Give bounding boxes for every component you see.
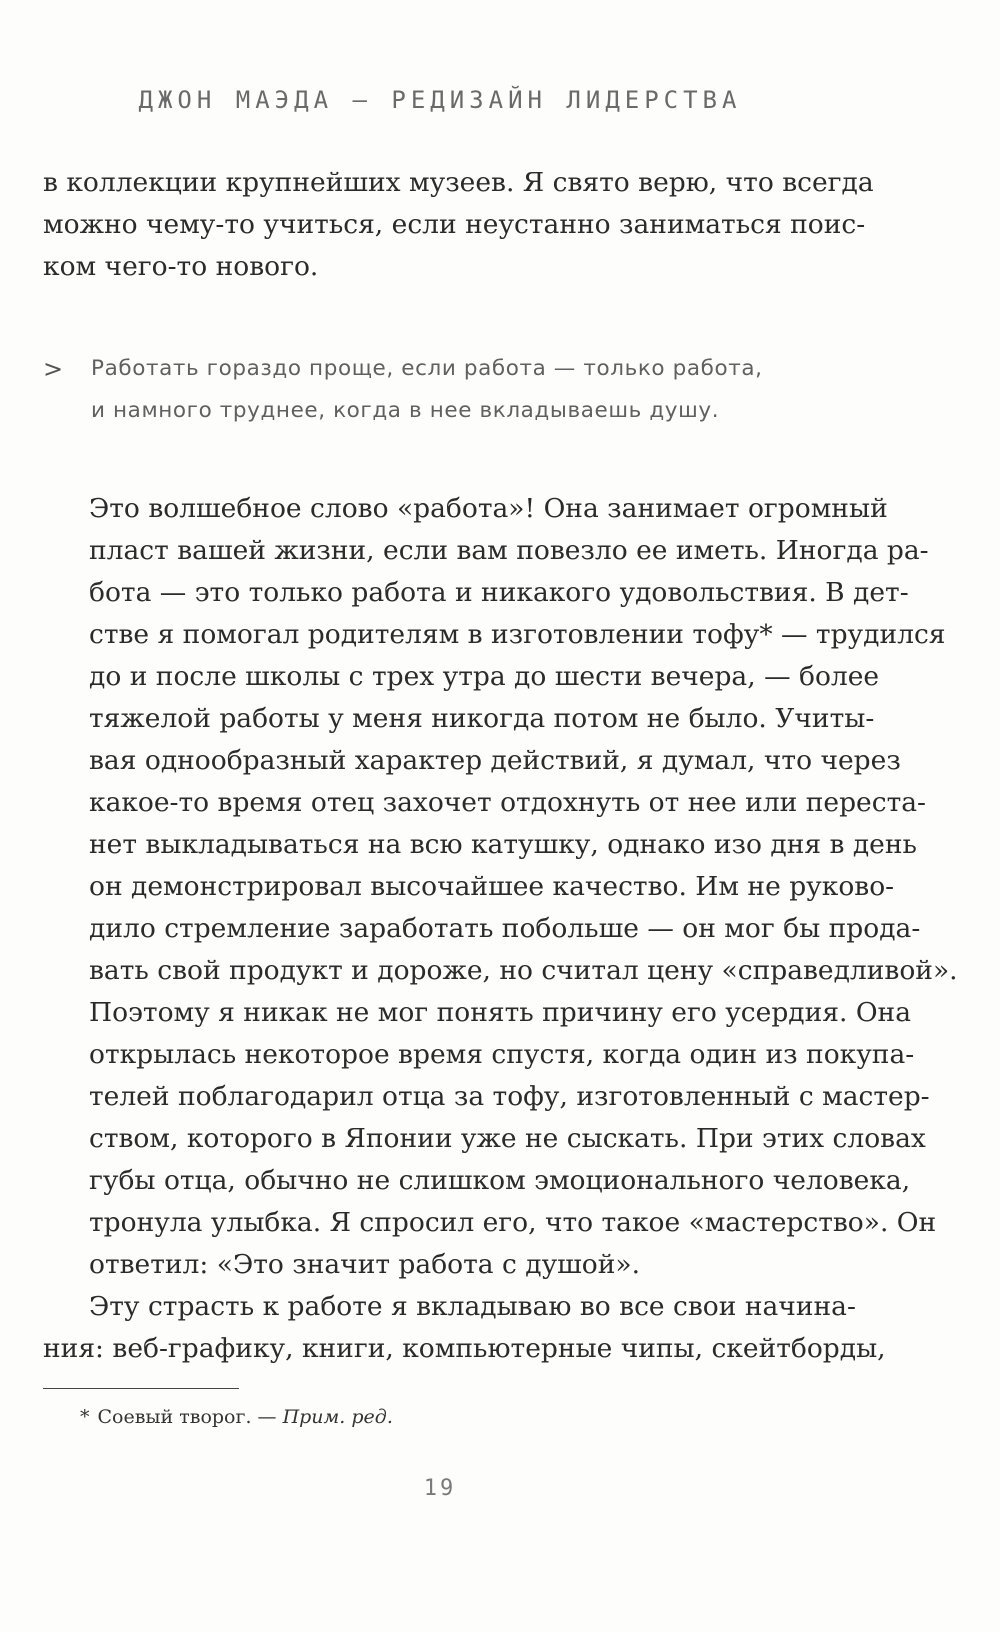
text-line: можно чему-то учиться, если неустанно заниматься поис- (43, 209, 866, 240)
running-title: ДЖОН МАЭДА — РЕДИЗАЙН ЛИДЕРСТВА (138, 86, 742, 114)
text-line: тяжелой работы у меня никогда потом не было. Учиты- (89, 703, 875, 734)
quote-line: Работать гораздо проще, если работа — только работа, (91, 356, 763, 381)
text-line: тронула улыбка. Я спросил его, что такое «мастерство». Он (89, 1207, 937, 1238)
text-line: Это волшебное слово «работа»! Она занимает огромный (89, 493, 888, 524)
text-line: дило стремление заработать побольше — он мог бы прода- (89, 913, 921, 944)
text-line: до и после школы с трех утра до шести вечера, — более (89, 661, 880, 692)
text-line: телей поблагодарил отца за тофу, изготовленный с мастер- (89, 1081, 930, 1112)
footnote-text: Соевый творог. — (97, 1406, 277, 1428)
text-line: какое-то время отец захочет отдохнуть от нее или переста- (89, 787, 926, 818)
text-line: ния: веб-графику, книги, компьютерные чипы, скейтборды, (43, 1333, 886, 1364)
text-line: губы отца, обычно не слишком эмоционального человека, (89, 1165, 911, 1196)
text-line: ответил: «Это значит работа с душой». (89, 1249, 641, 1280)
text-line: Эту страсть к работе я вкладываю во все свои начина- (89, 1291, 856, 1322)
paragraph (43, 1286, 886, 1370)
main-text (43, 488, 958, 1370)
quote-marker-icon: > (43, 355, 64, 383)
text-line: Поэтому я никак не мог понять причину его усердия. Она (89, 997, 912, 1028)
text-line: пласт вашей жизни, если вам повезло ее иметь. Иногда ра- (89, 535, 929, 566)
text-line: в коллекции крупнейших музеев. Я свято верю, что всегда (43, 167, 874, 198)
footnote (80, 1406, 393, 1428)
continued-paragraph (43, 162, 874, 288)
text-line: открылась некоторое время спустя, когда один из покупа- (89, 1039, 915, 1070)
text-line: вать свой продукт и дороже, но считал цену «справедливой». (89, 955, 958, 986)
text-line: стве я помогал родителям в изготовлении тофу* — трудился (89, 619, 946, 650)
footnote-divider (43, 1388, 239, 1389)
paragraph (43, 488, 958, 1286)
text-line: ком чего-то нового. (43, 251, 319, 282)
text-line: бота — это только работа и никакого удовольствия. В дет- (89, 577, 909, 608)
quote-line: и намного труднее, когда в нее вкладываешь душу. (91, 398, 720, 423)
footnote-editor-note: Прим. ред. (282, 1406, 393, 1428)
text-line: он демонстрировал высочайшее качество. Им не руково- (89, 871, 895, 902)
text-line: вая однообразный характер действий, я думал, что через (89, 745, 901, 776)
page-number: 19 (423, 1476, 457, 1501)
text-line: нет выкладываться на всю катушку, однако изо дня в день (89, 829, 917, 860)
footnote-asterisk: * (80, 1406, 90, 1428)
text-line: ством, которого в Японии уже не сыскать. При этих словах (89, 1123, 926, 1154)
